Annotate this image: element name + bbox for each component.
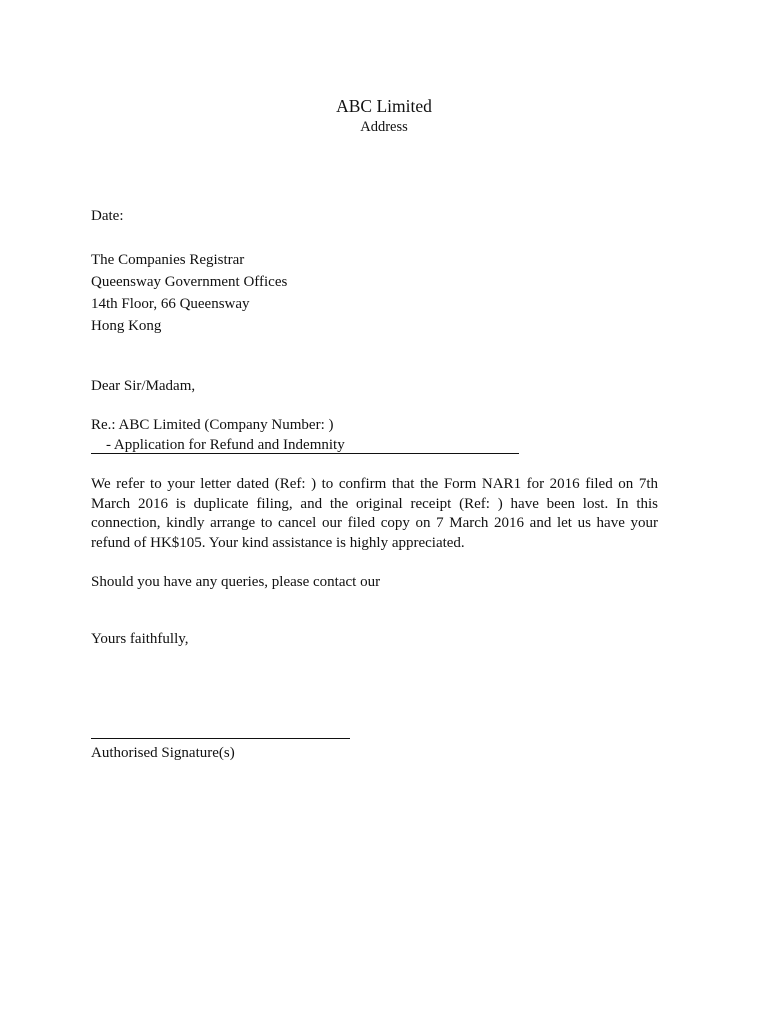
company-address: Address [360, 119, 408, 135]
recipient-line: The Companies Registrar [91, 252, 245, 268]
subject-subline-text: - Application for Refund and Indemnity [106, 437, 345, 453]
date-label: Date: [91, 208, 124, 224]
closing: Yours faithfully, [91, 631, 189, 647]
contact-paragraph: Should you have any queries, please contact our [91, 574, 381, 590]
recipient-line: Hong Kong [91, 318, 162, 334]
recipient-line: 14th Floor, 66 Queensway [91, 296, 250, 312]
body-paragraph: We refer to your letter dated (Ref: ) to confirm that the Form NAR1 for 2016 filed on 7th March 2016 is duplicate filing, and the original receipt (Ref: ) have been lost. In this connection, kindly arrange to cancel our filed copy on 7 March 2016 and let us have your refund of HK$105. Your kind assistance is highly appreciated. [91, 476, 658, 551]
recipient-line: Queensway Government Offices [91, 274, 288, 290]
signature-label: Authorised Signature(s) [91, 745, 235, 761]
salutation: Dear Sir/Madam, [91, 378, 196, 394]
subject-subline [91, 436, 519, 454]
signature-line [91, 738, 350, 739]
subject-line: Re.: ABC Limited (Company Number: ) [91, 417, 334, 433]
company-name: ABC Limited [336, 96, 432, 116]
